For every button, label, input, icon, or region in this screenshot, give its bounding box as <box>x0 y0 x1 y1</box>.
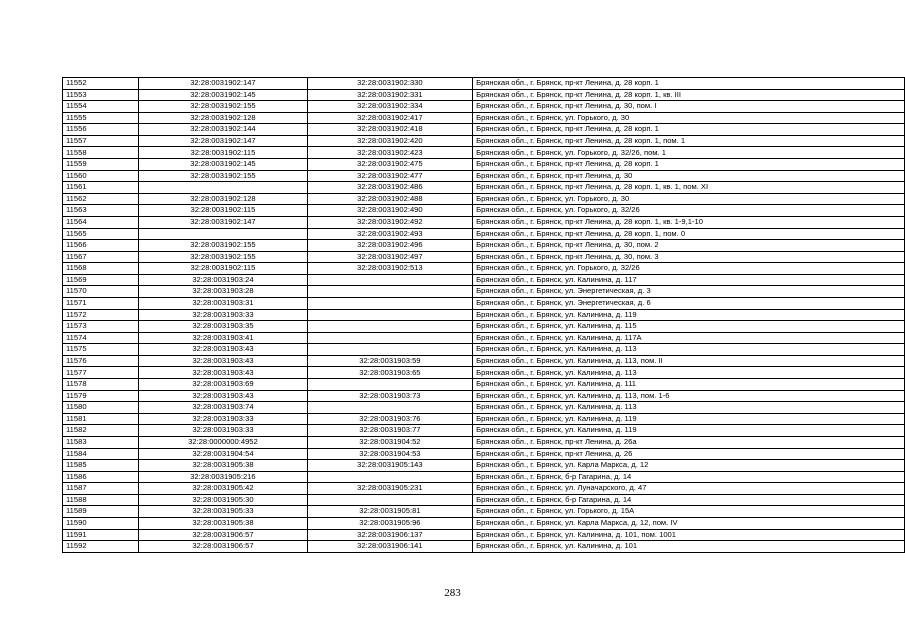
table-row <box>63 78 905 90</box>
parcel-number-cell: 32:28:0031906:57 <box>139 541 307 553</box>
row-number-cell: 11559 <box>63 159 139 171</box>
parcel-number-cell: 32:28:0031902:147 <box>139 216 307 228</box>
table-row <box>63 460 905 472</box>
row-number-cell: 11569 <box>63 274 139 286</box>
table-row <box>63 402 905 414</box>
table-row <box>63 390 905 402</box>
table-row <box>63 274 905 286</box>
parcel-number-cell <box>139 182 307 194</box>
address-cell: Брянская обл., г. Брянск, ул. Калинина, д. 115 <box>473 321 905 333</box>
parcel-number-cell: 32:28:0031905:38 <box>139 517 307 529</box>
object-number-cell <box>307 332 472 344</box>
parcel-number-cell: 32:28:0031903:43 <box>139 367 307 379</box>
row-number-cell: 11582 <box>63 425 139 437</box>
parcel-number-cell: 32:28:0031902:155 <box>139 101 307 113</box>
row-number-cell: 11586 <box>63 471 139 483</box>
object-number-cell: 32:28:0031903:73 <box>307 390 472 402</box>
row-number-cell: 11591 <box>63 529 139 541</box>
row-number-cell: 11567 <box>63 251 139 263</box>
object-number-cell <box>307 402 472 414</box>
object-number-cell: 32:28:0031902:475 <box>307 159 472 171</box>
address-cell: Брянская обл., г. Брянск, ул. Энергетическая, д. 6 <box>473 297 905 309</box>
row-number-cell: 11552 <box>63 78 139 90</box>
row-number-cell: 11562 <box>63 193 139 205</box>
table-row <box>63 332 905 344</box>
parcel-number-cell: 32:28:0031903:43 <box>139 355 307 367</box>
object-number-cell: 32:28:0031902:486 <box>307 182 472 194</box>
parcel-number-cell: 32:28:0031903:31 <box>139 297 307 309</box>
row-number-cell: 11575 <box>63 344 139 356</box>
table-row <box>63 147 905 159</box>
row-number-cell: 11565 <box>63 228 139 240</box>
table-row <box>63 251 905 263</box>
row-number-cell: 11579 <box>63 390 139 402</box>
table-row <box>63 101 905 113</box>
row-number-cell: 11572 <box>63 309 139 321</box>
object-number-cell: 32:28:0031903:65 <box>307 367 472 379</box>
parcel-number-cell: 32:28:0031906:57 <box>139 529 307 541</box>
table-row <box>63 321 905 333</box>
address-cell: Брянская обл., г. Брянск, пр-кт Ленина, д. 28 корп. 1, пом. 0 <box>473 228 905 240</box>
row-number-cell: 11585 <box>63 460 139 472</box>
table-row <box>63 182 905 194</box>
object-number-cell: 32:28:0031905:96 <box>307 517 472 529</box>
object-number-cell: 32:28:0031902:418 <box>307 124 472 136</box>
address-cell: Брянская обл., г. Брянск, ул. Калинина, д. 111 <box>473 379 905 391</box>
address-cell: Брянская обл., г. Брянск, ул. Калинина, д. 101 <box>473 541 905 553</box>
parcel-number-cell: 32:28:0000000:4952 <box>139 436 307 448</box>
object-number-cell: 32:28:0031902:331 <box>307 89 472 101</box>
row-number-cell: 11563 <box>63 205 139 217</box>
address-cell: Брянская обл., г. Брянск, пр-кт Ленина, д. 28 корп. 1, кв. 1-9,1-10 <box>473 216 905 228</box>
parcel-number-cell: 32:28:0031903:33 <box>139 425 307 437</box>
row-number-cell: 11573 <box>63 321 139 333</box>
parcel-number-cell: 32:28:0031905:216 <box>139 471 307 483</box>
cadastral-table <box>62 77 905 553</box>
parcel-number-cell: 32:28:0031902:128 <box>139 193 307 205</box>
object-number-cell: 32:28:0031902:497 <box>307 251 472 263</box>
object-number-cell: 32:28:0031902:423 <box>307 147 472 159</box>
address-cell: Брянская обл., г. Брянск, ул. Карла Маркса, д. 12 <box>473 460 905 472</box>
parcel-number-cell: 32:28:0031902:147 <box>139 78 307 90</box>
parcel-number-cell: 32:28:0031902:115 <box>139 263 307 275</box>
parcel-number-cell: 32:28:0031902:145 <box>139 159 307 171</box>
table-row <box>63 367 905 379</box>
table-row <box>63 309 905 321</box>
parcel-number-cell: 32:28:0031903:74 <box>139 402 307 414</box>
table-row <box>63 517 905 529</box>
object-number-cell: 32:28:0031902:420 <box>307 135 472 147</box>
parcel-number-cell: 32:28:0031902:155 <box>139 170 307 182</box>
row-number-cell: 11554 <box>63 101 139 113</box>
object-number-cell <box>307 286 472 298</box>
row-number-cell: 11584 <box>63 448 139 460</box>
parcel-number-cell <box>139 228 307 240</box>
table-row <box>63 228 905 240</box>
object-number-cell <box>307 494 472 506</box>
object-number-cell: 32:28:0031902:496 <box>307 240 472 252</box>
parcel-number-cell: 32:28:0031905:33 <box>139 506 307 518</box>
address-cell: Брянская обл., г. Брянск, ул. Калинина, д. 113 <box>473 367 905 379</box>
object-number-cell: 32:28:0031902:477 <box>307 170 472 182</box>
object-number-cell: 32:28:0031902:488 <box>307 193 472 205</box>
row-number-cell: 11570 <box>63 286 139 298</box>
address-cell: Брянская обл., г. Брянск, пр-кт Ленина, д. 30, пом. I <box>473 101 905 113</box>
table-row <box>63 159 905 171</box>
table-row <box>63 297 905 309</box>
parcel-number-cell: 32:28:0031902:145 <box>139 89 307 101</box>
table-row <box>63 506 905 518</box>
address-cell: Брянская обл., г. Брянск, пр-кт Ленина, д. 28 корп. 1 <box>473 78 905 90</box>
row-number-cell: 11576 <box>63 355 139 367</box>
object-number-cell: 32:28:0031905:81 <box>307 506 472 518</box>
table-row <box>63 379 905 391</box>
table-body <box>63 78 905 553</box>
table-row <box>63 193 905 205</box>
table-row <box>63 216 905 228</box>
address-cell: Брянская обл., г. Брянск, ул. Горького, д. 30 <box>473 112 905 124</box>
object-number-cell: 32:28:0031906:141 <box>307 541 472 553</box>
page-number: 283 <box>444 587 461 599</box>
table-row <box>63 355 905 367</box>
parcel-number-cell: 32:28:0031903:24 <box>139 274 307 286</box>
parcel-number-cell: 32:28:0031903:33 <box>139 413 307 425</box>
object-number-cell: 32:28:0031903:59 <box>307 355 472 367</box>
parcel-number-cell: 32:28:0031902:144 <box>139 124 307 136</box>
object-number-cell <box>307 471 472 483</box>
object-number-cell <box>307 344 472 356</box>
parcel-number-cell: 32:28:0031903:69 <box>139 379 307 391</box>
table-row <box>63 471 905 483</box>
row-number-cell: 11581 <box>63 413 139 425</box>
row-number-cell: 11557 <box>63 135 139 147</box>
address-cell: Брянская обл., г. Брянск, пр-кт Ленина, д. 30, пом. 2 <box>473 240 905 252</box>
address-cell: Брянская обл., г. Брянск, ул. Калинина, д. 113 <box>473 402 905 414</box>
table-row <box>63 425 905 437</box>
row-number-cell: 11556 <box>63 124 139 136</box>
table-row <box>63 170 905 182</box>
parcel-number-cell: 32:28:0031902:128 <box>139 112 307 124</box>
parcel-number-cell: 32:28:0031902:115 <box>139 147 307 159</box>
table-row <box>63 240 905 252</box>
object-number-cell: 32:28:0031902:492 <box>307 216 472 228</box>
row-number-cell: 11578 <box>63 379 139 391</box>
table-row <box>63 286 905 298</box>
address-cell: Брянская обл., г. Брянск, ул. Калинина, д. 119 <box>473 425 905 437</box>
object-number-cell: 32:28:0031903:76 <box>307 413 472 425</box>
row-number-cell: 11568 <box>63 263 139 275</box>
address-cell: Брянская обл., г. Брянск, ул. Калинина, д. 101, пом. 1001 <box>473 529 905 541</box>
row-number-cell: 11592 <box>63 541 139 553</box>
address-cell: Брянская обл., г. Брянск, пр-кт Ленина, д. 28 корп. 1 <box>473 159 905 171</box>
parcel-number-cell: 32:28:0031905:42 <box>139 483 307 495</box>
row-number-cell: 11561 <box>63 182 139 194</box>
table-row <box>63 413 905 425</box>
address-cell: Брянская обл., г. Брянск, пр-кт Ленина, д. 26 <box>473 448 905 460</box>
address-cell: Брянская обл., г. Брянск, ул. Калинина, д. 113, пом. II <box>473 355 905 367</box>
object-number-cell: 32:28:0031906:137 <box>307 529 472 541</box>
row-number-cell: 11566 <box>63 240 139 252</box>
row-number-cell: 11580 <box>63 402 139 414</box>
address-cell: Брянская обл., г. Брянск, ул. Калинина, д. 119 <box>473 413 905 425</box>
row-number-cell: 11589 <box>63 506 139 518</box>
parcel-number-cell: 32:28:0031904:54 <box>139 448 307 460</box>
parcel-number-cell: 32:28:0031905:30 <box>139 494 307 506</box>
address-cell: Брянская обл., г. Брянск, пр-кт Ленина, д. 28 корп. 1 <box>473 124 905 136</box>
address-cell: Брянская обл., г. Брянск, пр-кт Ленина, д. 30 <box>473 170 905 182</box>
object-number-cell: 32:28:0031904:53 <box>307 448 472 460</box>
address-cell: Брянская обл., г. Брянск, б-р Гагарина, д. 14 <box>473 471 905 483</box>
row-number-cell: 11564 <box>63 216 139 228</box>
address-cell: Брянская обл., г. Брянск, ул. Энергетическая, д. 3 <box>473 286 905 298</box>
address-cell: Брянская обл., г. Брянск, ул. Калинина, д. 113, пом. 1-6 <box>473 390 905 402</box>
table-row <box>63 541 905 553</box>
table-row <box>63 494 905 506</box>
table-row <box>63 112 905 124</box>
address-cell: Брянская обл., г. Брянск, ул. Горького, д. 32/26 <box>473 263 905 275</box>
address-cell: Брянская обл., г. Брянск, б-р Гагарина, д. 14 <box>473 494 905 506</box>
object-number-cell: 32:28:0031904:52 <box>307 436 472 448</box>
object-number-cell: 32:28:0031902:330 <box>307 78 472 90</box>
table-row <box>63 89 905 101</box>
row-number-cell: 11587 <box>63 483 139 495</box>
object-number-cell: 32:28:0031902:490 <box>307 205 472 217</box>
table-row <box>63 436 905 448</box>
address-cell: Брянская обл., г. Брянск, ул. Калинина, д. 117А <box>473 332 905 344</box>
parcel-number-cell: 32:28:0031905:38 <box>139 460 307 472</box>
address-cell: Брянская обл., г. Брянск, ул. Горького, д. 32/26, пом. 1 <box>473 147 905 159</box>
table-row <box>63 344 905 356</box>
address-cell: Брянская обл., г. Брянск, пр-кт Ленина, д. 28 корп. 1, пом. 1 <box>473 135 905 147</box>
address-cell: Брянская обл., г. Брянск, пр-кт Ленина, д. 28 корп. 1, кв. 1, пом. XI <box>473 182 905 194</box>
parcel-number-cell: 32:28:0031902:155 <box>139 240 307 252</box>
row-number-cell: 11555 <box>63 112 139 124</box>
address-cell: Брянская обл., г. Брянск, ул. Калинина, д. 117 <box>473 274 905 286</box>
row-number-cell: 11558 <box>63 147 139 159</box>
table-row <box>63 483 905 495</box>
address-cell: Брянская обл., г. Брянск, ул. Калинина, д. 119 <box>473 309 905 321</box>
parcel-number-cell: 32:28:0031902:155 <box>139 251 307 263</box>
table-row <box>63 529 905 541</box>
table-row <box>63 205 905 217</box>
object-number-cell: 32:28:0031902:334 <box>307 101 472 113</box>
parcel-number-cell: 32:28:0031902:147 <box>139 135 307 147</box>
parcel-number-cell: 32:28:0031903:28 <box>139 286 307 298</box>
row-number-cell: 11588 <box>63 494 139 506</box>
table-row <box>63 263 905 275</box>
object-number-cell <box>307 321 472 333</box>
row-number-cell: 11583 <box>63 436 139 448</box>
address-cell: Брянская обл., г. Брянск, пр-кт Ленина, д. 28 корп. 1, кв. III <box>473 89 905 101</box>
address-cell: Брянская обл., г. Брянск, ул. Луначарского, д. 47 <box>473 483 905 495</box>
object-number-cell: 32:28:0031905:143 <box>307 460 472 472</box>
object-number-cell <box>307 379 472 391</box>
row-number-cell: 11560 <box>63 170 139 182</box>
table-row <box>63 124 905 136</box>
parcel-number-cell: 32:28:0031903:41 <box>139 332 307 344</box>
parcel-number-cell: 32:28:0031902:115 <box>139 205 307 217</box>
row-number-cell: 11571 <box>63 297 139 309</box>
row-number-cell: 11577 <box>63 367 139 379</box>
object-number-cell <box>307 309 472 321</box>
object-number-cell: 32:28:0031902:493 <box>307 228 472 240</box>
address-cell: Брянская обл., г. Брянск, ул. Карла Маркса, д. 12, пом. IV <box>473 517 905 529</box>
object-number-cell: 32:28:0031903:77 <box>307 425 472 437</box>
row-number-cell: 11553 <box>63 89 139 101</box>
table-row <box>63 135 905 147</box>
object-number-cell <box>307 274 472 286</box>
object-number-cell: 32:28:0031902:417 <box>307 112 472 124</box>
address-cell: Брянская обл., г. Брянск, пр-кт Ленина, д. 26а <box>473 436 905 448</box>
address-cell: Брянская обл., г. Брянск, пр-кт Ленина, д. 30, пом. 3 <box>473 251 905 263</box>
parcel-number-cell: 32:28:0031903:43 <box>139 344 307 356</box>
address-cell: Брянская обл., г. Брянск, ул. Калинина, д. 113 <box>473 344 905 356</box>
row-number-cell: 11574 <box>63 332 139 344</box>
address-cell: Брянская обл., г. Брянск, ул. Горького, д. 32/26 <box>473 205 905 217</box>
table-row <box>63 448 905 460</box>
object-number-cell: 32:28:0031902:513 <box>307 263 472 275</box>
object-number-cell <box>307 297 472 309</box>
parcel-number-cell: 32:28:0031903:33 <box>139 309 307 321</box>
address-cell: Брянская обл., г. Брянск, ул. Горького, д. 15А <box>473 506 905 518</box>
parcel-number-cell: 32:28:0031903:43 <box>139 390 307 402</box>
address-cell: Брянская обл., г. Брянск, ул. Горького, д. 30 <box>473 193 905 205</box>
object-number-cell: 32:28:0031905:231 <box>307 483 472 495</box>
parcel-number-cell: 32:28:0031903:35 <box>139 321 307 333</box>
row-number-cell: 11590 <box>63 517 139 529</box>
